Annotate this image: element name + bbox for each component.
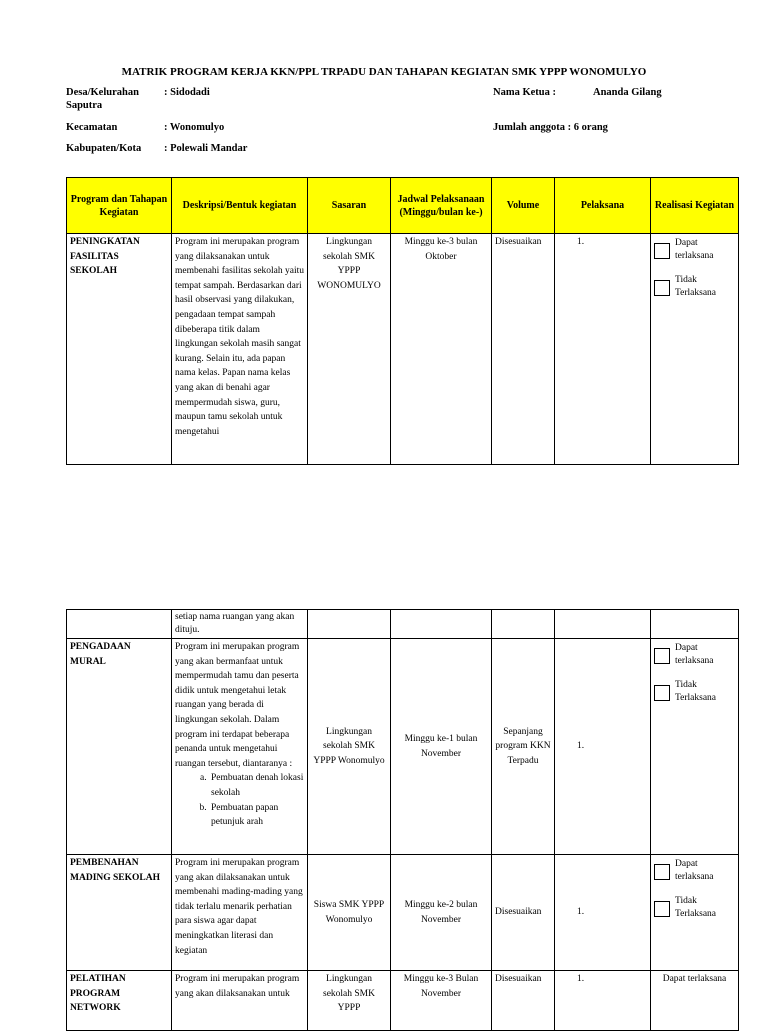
jadwal-cell [391, 610, 492, 639]
checkbox-tidak[interactable] [654, 280, 670, 296]
program-cell: PENGADAAN MURAL [67, 639, 172, 855]
header-program: Program dan Tahapan Kegiatan [67, 178, 172, 234]
jadwal-cell: Minggu ke-3 Bulan November [391, 971, 492, 1031]
pelaksana-cell [555, 610, 651, 639]
kecamatan-value: : Wonomulyo [164, 122, 225, 133]
volume-cell: Disesuaikan [492, 855, 555, 971]
volume-cell: Disesuaikan [492, 971, 555, 1031]
pelaksana-cell: 1. [555, 234, 651, 465]
pelaksana-cell: 1. [555, 639, 651, 855]
header-jadwal: Jadwal Pelaksanaan (Minggu/bulan ke-) [391, 178, 492, 234]
realisasi-option-tidak[interactable] [654, 274, 735, 300]
realisasi-cell [651, 234, 739, 465]
checkbox-tidak[interactable] [654, 685, 670, 701]
list-item: a. Pembuatan denah lokasi sekolah [209, 771, 304, 800]
header-volume: Volume [492, 178, 555, 234]
deskripsi-cell: Program ini merupakan program yang akan dilaksanakan untuk membenahi mading-mading yang tidak terlalu menarik perhatian para siswa agar dapat meningkatkan literasi dan kegiatan [172, 855, 308, 971]
kabupaten-label: Kabupaten/Kota [66, 143, 142, 154]
anggota-label: Jumlah anggota : 6 orang [493, 122, 608, 133]
realisasi-option-dapat[interactable] [654, 642, 735, 668]
table-row [67, 610, 739, 639]
checkbox-dapat-label: Dapat terlaksana [675, 859, 714, 882]
realisasi-cell [651, 639, 739, 855]
deskripsi-cell: setiap nama ruangan yang akan dituju. [172, 610, 308, 639]
sasaran-cell: Lingkungan sekolah SMK YPPP Wonomulyo [308, 639, 391, 855]
jadwal-cell: Minggu ke-3 bulan Oktober [391, 234, 492, 465]
ketua-label: Nama Ketua : [493, 87, 556, 98]
program-cell: PEMBENAHAN MADING SEKOLAH [67, 855, 172, 971]
header-sasaran: Sasaran [308, 178, 391, 234]
sub-item-list [175, 771, 304, 829]
volume-cell: Disesuaikan [492, 234, 555, 465]
table-row [67, 639, 739, 855]
kabupaten-value: : Polewali Mandar [164, 143, 248, 154]
checkbox-dapat[interactable] [654, 864, 670, 880]
program-table-page-2 [66, 609, 739, 1031]
realisasi-option-dapat[interactable] [654, 858, 735, 884]
realisasi-cell: Dapat terlaksana [651, 971, 739, 1031]
checkbox-dapat-label: Dapat terlaksana [675, 643, 714, 666]
checkbox-dapat[interactable] [654, 243, 670, 259]
sasaran-cell [308, 610, 391, 639]
header-realisasi: Realisasi Kegiatan [651, 178, 739, 234]
deskripsi-text: Program ini merupakan program yang akan bermanfaat untuk mempermudah tamu dan peserta didik untuk mengetahui letak ruangan yang berada di lingkungan sekolah. Dalam program ini terdapat beberapa penanda untuk mengetahui ruangan tersebut, diantaranya : [175, 642, 300, 769]
sasaran-cell: Lingkungan sekolah SMK YPPP [308, 971, 391, 1031]
volume-cell: Sepanjang program KKN Terpadu [492, 639, 555, 855]
desa-label-cont: Saputra [66, 100, 103, 111]
table-row [67, 234, 739, 465]
desa-value: : Sidodadi [164, 87, 210, 98]
jadwal-cell: Minggu ke-1 bulan November [391, 639, 492, 855]
checkbox-dapat-label: Dapat terlaksana [675, 238, 714, 261]
sasaran-cell: Lingkungan sekolah SMK YPPP WONOMULYO [308, 234, 391, 465]
realisasi-option-tidak[interactable] [654, 679, 735, 705]
checkbox-tidak-label: Tidak Terlaksana [675, 275, 717, 298]
volume-cell [492, 610, 555, 639]
realisasi-option-tidak[interactable] [654, 895, 735, 921]
checkbox-dapat[interactable] [654, 648, 670, 664]
checkbox-tidak-label: Tidak Terlaksana [675, 896, 717, 919]
program-cell: PENINGKATAN FASILITAS SEKOLAH [67, 234, 172, 465]
program-cell [67, 610, 172, 639]
sasaran-cell: Siswa SMK YPPP Wonomulyo [308, 855, 391, 971]
pelaksana-cell: 1. [555, 855, 651, 971]
deskripsi-cell: Program ini merupakan program yang dilaksanakan untuk membenahi fasilitas sekolah yaitu tempat sampah. Berdasarkan dari hasil observasi yang dilakukan, pengadaan tempat sampah dibeberapa titik dalam lingkungan sekolah masih sangat kurang. Selain itu, ada papan nama kelas. Papan nama kelas yang akan di benahi agar mempermudah siswa, guru, maupun tamu sekolah untuk mengetahui [172, 234, 308, 465]
ketua-value: Ananda Gilang [593, 87, 662, 98]
header-pelaksana: Pelaksana [555, 178, 651, 234]
jadwal-cell: Minggu ke-2 bulan November [391, 855, 492, 971]
deskripsi-cell: Program ini merupakan program yang akan dilaksanakan untuk [172, 971, 308, 1031]
deskripsi-cell [172, 639, 308, 855]
list-item: b. Pembuatan papan petunjuk arah [209, 801, 304, 830]
table-row [67, 855, 739, 971]
checkbox-tidak[interactable] [654, 901, 670, 917]
program-table-page-1 [66, 177, 739, 465]
realisasi-option-dapat[interactable] [654, 237, 735, 263]
kecamatan-label: Kecamatan [66, 122, 118, 133]
table-header-row [67, 178, 739, 234]
pelaksana-cell: 1. [555, 971, 651, 1031]
desa-label: Desa/Kelurahan [66, 87, 139, 98]
realisasi-cell [651, 855, 739, 971]
program-cell: PELATIHAN PROGRAM NETWORK [67, 971, 172, 1031]
realisasi-cell [651, 610, 739, 639]
table-row [67, 971, 739, 1031]
header-deskripsi: Deskripsi/Bentuk kegiatan [172, 178, 308, 234]
checkbox-tidak-label: Tidak Terlaksana [675, 680, 717, 703]
document-title: MATRIK PROGRAM KERJA KKN/PPL TRPADU DAN TAHAPAN KEGIATAN SMK YPPP WONOMULYO [121, 66, 647, 78]
